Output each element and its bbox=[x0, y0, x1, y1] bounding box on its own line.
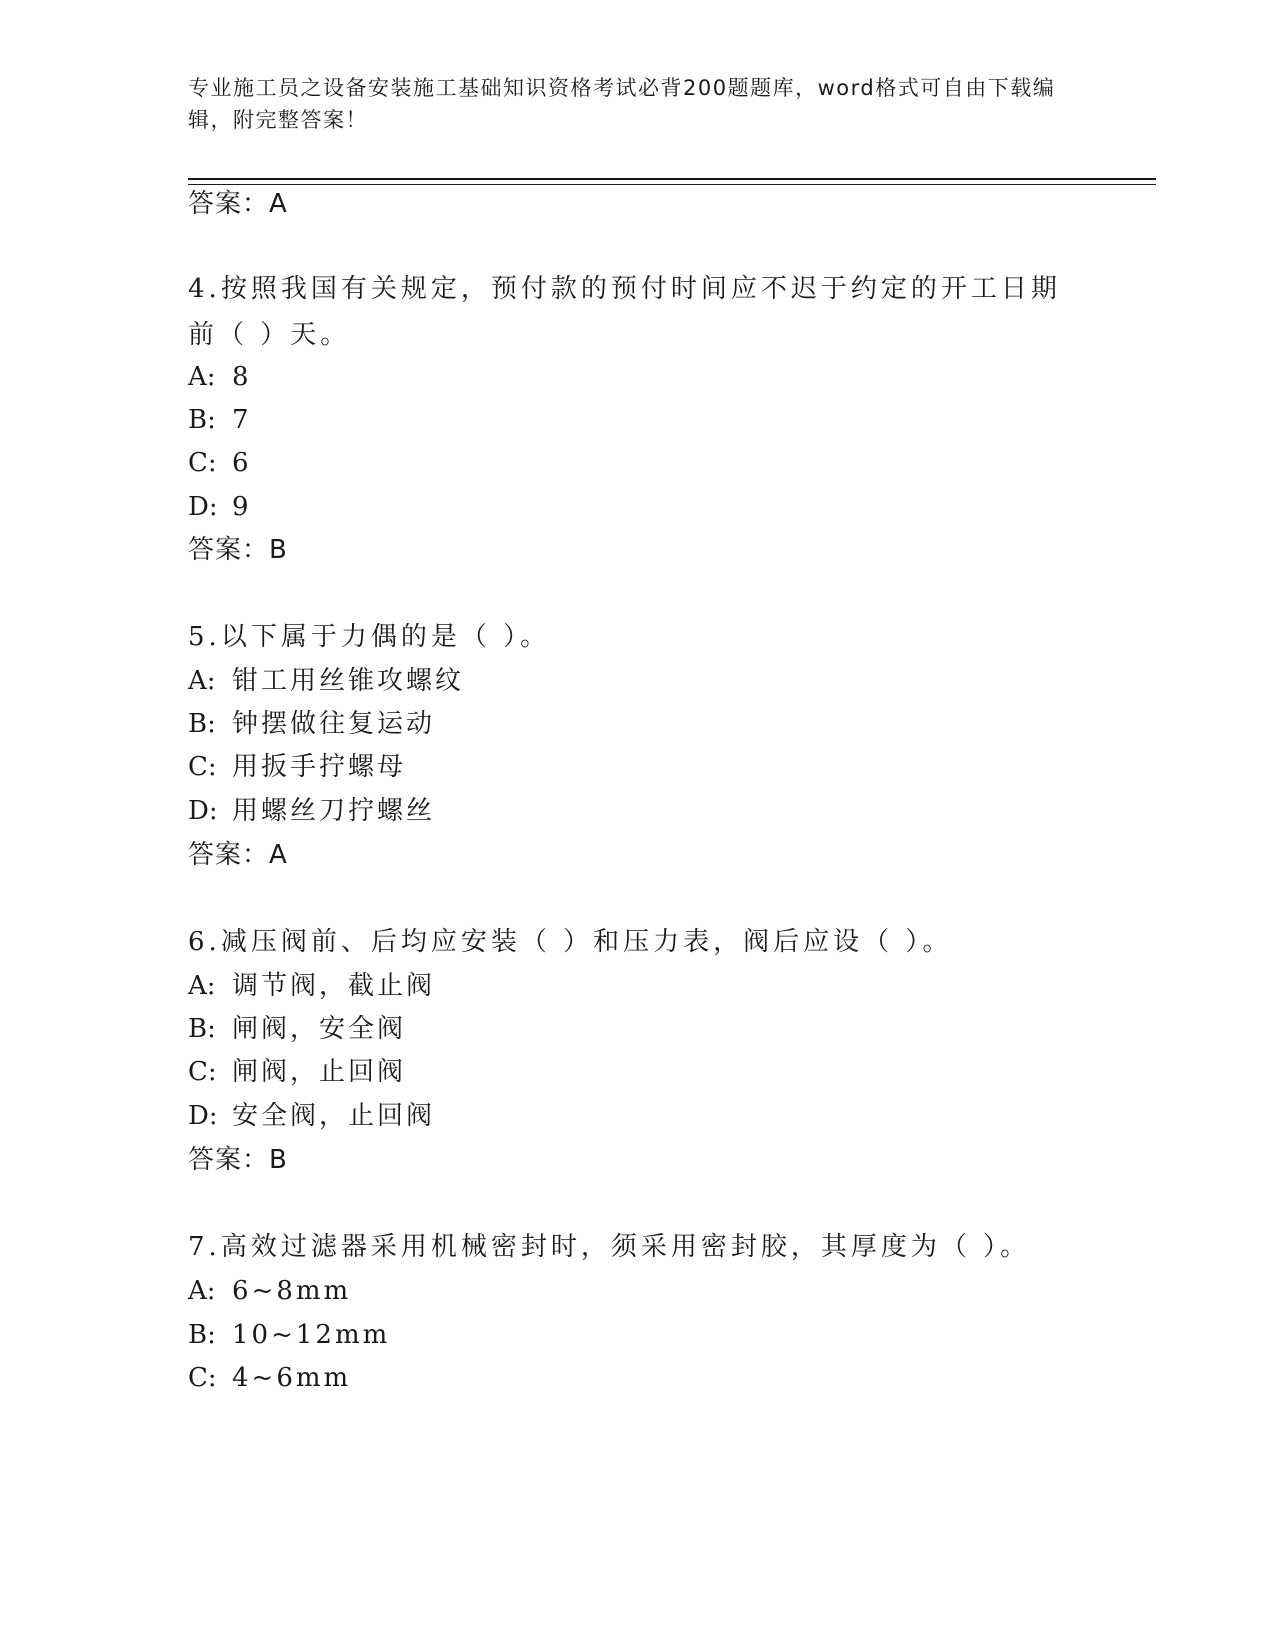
option-5b bbox=[188, 706, 435, 742]
header-divider-thick bbox=[188, 178, 1156, 180]
option-label: B: bbox=[188, 405, 216, 435]
option-label: A: bbox=[188, 362, 216, 392]
document-header: 专业施工员之设备安装施工基础知识资格考试必背200题题库，word格式可自由下载编辑，附完整答案！ bbox=[188, 76, 1056, 132]
question-number: 7. bbox=[188, 1232, 221, 1262]
question-number: 4. bbox=[188, 274, 221, 304]
option-value: 9 bbox=[232, 492, 252, 522]
option-6b bbox=[188, 1011, 406, 1047]
option-label: C: bbox=[188, 752, 217, 782]
option-label: A: bbox=[188, 1276, 216, 1306]
option-4b bbox=[188, 402, 252, 438]
header-divider-thin bbox=[188, 184, 1156, 185]
question-6 bbox=[188, 919, 1088, 965]
option-label: B: bbox=[188, 1320, 216, 1350]
option-6c bbox=[188, 1054, 406, 1090]
option-label: B: bbox=[188, 1014, 216, 1044]
option-5a bbox=[188, 663, 464, 699]
option-label: C: bbox=[188, 1057, 217, 1087]
option-4a bbox=[188, 359, 252, 395]
option-value: 7 bbox=[232, 405, 252, 435]
question-number: 5. bbox=[188, 622, 221, 652]
option-5c bbox=[188, 749, 406, 785]
option-6d bbox=[188, 1098, 435, 1134]
option-4c bbox=[188, 445, 252, 481]
option-5d bbox=[188, 793, 435, 829]
option-4d bbox=[188, 489, 252, 525]
option-6a bbox=[188, 968, 435, 1004]
question-7 bbox=[188, 1224, 1088, 1270]
option-value: 8 bbox=[232, 362, 252, 392]
answer-5: 答案：A bbox=[188, 840, 288, 870]
option-label: B: bbox=[188, 709, 216, 739]
option-value: 闸阀，止回阀 bbox=[232, 1057, 407, 1087]
option-7c bbox=[188, 1360, 351, 1396]
option-label: D: bbox=[188, 492, 218, 522]
option-label: A: bbox=[188, 971, 216, 1001]
option-value: 调节阀，截止阀 bbox=[232, 971, 436, 1001]
question-text: 以下属于力偶的是（ ）。 bbox=[220, 622, 551, 652]
option-label: A: bbox=[188, 666, 216, 696]
option-label: C: bbox=[188, 448, 217, 478]
option-value: 钳工用丝锥攻螺纹 bbox=[232, 666, 465, 696]
question-text: 高效过滤器采用机械密封时，须采用密封胶，其厚度为（ ）。 bbox=[220, 1232, 1031, 1262]
question-text: 按照我国有关规定，预付款的预付时间应不迟于约定的开工日期前（ ）天。 bbox=[188, 274, 1061, 350]
option-label: C: bbox=[188, 1363, 217, 1393]
option-label: D: bbox=[188, 796, 218, 826]
answer-3: 答案：A bbox=[188, 189, 288, 219]
option-label: D: bbox=[188, 1101, 218, 1131]
option-value: 安全阀，止回阀 bbox=[232, 1101, 436, 1131]
option-7b bbox=[188, 1317, 390, 1353]
option-value: 用螺丝刀拧螺丝 bbox=[232, 796, 436, 826]
answer-6: 答案：B bbox=[188, 1145, 288, 1175]
question-5 bbox=[188, 614, 1088, 660]
option-value: 闸阀，安全阀 bbox=[232, 1014, 407, 1044]
option-value: 6 bbox=[232, 448, 252, 478]
option-value: 4~6mm bbox=[232, 1363, 352, 1393]
answer-4: 答案：B bbox=[188, 535, 288, 565]
option-value: 用扳手拧螺母 bbox=[232, 752, 407, 782]
option-value: 6~8mm bbox=[232, 1276, 352, 1306]
question-text: 减压阀前、后均应安装（ ）和压力表，阀后应设（ ）。 bbox=[220, 927, 953, 957]
question-4 bbox=[188, 266, 1088, 358]
option-value: 10~12mm bbox=[232, 1320, 391, 1350]
option-value: 钟摆做往复运动 bbox=[232, 709, 436, 739]
question-number: 6. bbox=[188, 927, 221, 957]
option-7a bbox=[188, 1273, 351, 1309]
